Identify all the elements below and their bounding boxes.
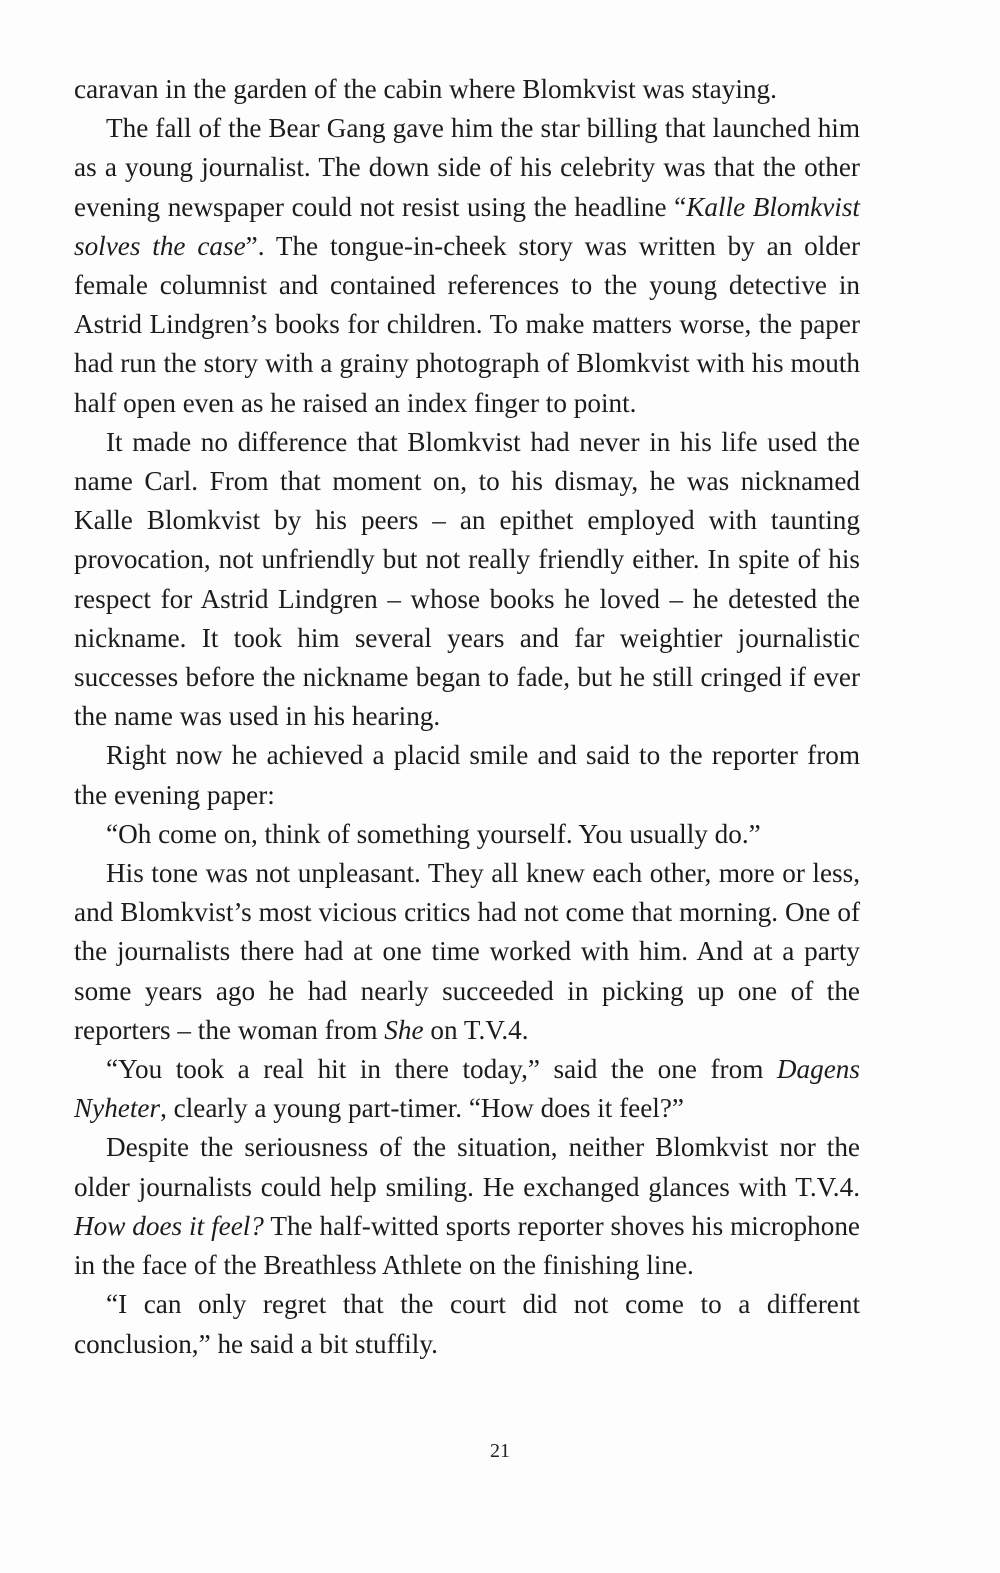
text-segment: “I can only regret that the court did not come to a different conclusion,” he said a bit stuffily.	[74, 1289, 860, 1359]
paragraph-4	[74, 736, 860, 814]
text-segment: The half-witted sports reporter shoves his microphone in the face of the Breathless Athlete on the finishing line.	[74, 1210, 860, 1281]
italic-title: Dagens Nyheter	[74, 1054, 860, 1124]
paragraph-8	[74, 1128, 860, 1285]
text-segment: It made no difference that Blomkvist had never in his life used the name Carl. From that moment on, to his dismay, he was nicknamed Kalle Blomkvist by his peers – an epithet employed with taunting provocation, not unfriendly but not really friendly either. In spite of his respect for Astrid Lindgren – whose books he loved – he detested the nickname. It took him several years and far weightier journalistic successes before the nickname began to fade, but he still cringed if ever the name was used in his hearing.	[74, 426, 860, 732]
italic-question: How does it feel?	[74, 1210, 264, 1241]
text-segment: caravan in the garden of the cabin where Blomkvist was staying.	[74, 74, 777, 104]
text-segment: His tone was not unpleasant. They all knew each other, more or less, and Blomkvist’s most vicious critics had not come that morning. One of the journalists there had at one time worked with him. And at a party some years ago he had nearly succeeded in picking up one of the reporters – the woman from	[74, 858, 860, 1045]
text-segment: “You took a real hit in there today,” said the one from	[106, 1054, 777, 1085]
text-segment: “Oh come on, think of something yourself. You usually do.”	[106, 818, 761, 849]
paragraph-3	[74, 423, 860, 737]
text-segment: The fall of the Bear Gang gave him the star billing that launched him as a young journalist. The down side of his celebrity was that the other evening newspaper could not resist using the headline “	[74, 113, 860, 222]
text-segment: on T.V.4.	[423, 1014, 529, 1045]
text-segment: Right now he achieved a placid smile and said to the reporter from the evening paper:	[74, 740, 860, 810]
body-text	[74, 70, 860, 1364]
paragraph-2	[74, 109, 860, 423]
paragraph-6	[74, 854, 860, 1050]
paragraph-1	[74, 70, 860, 109]
italic-title: She	[384, 1014, 424, 1045]
paragraph-7	[74, 1050, 860, 1128]
paragraph-9	[74, 1285, 860, 1363]
text-segment: ”. The tongue-in-cheek story was written by an older female columnist and contained references to the young detective in Astrid Lindgren’s books for children. To make matters worse, the paper had run the story with a grainy photograph of Blomkvist with his mouth half open even as he raised an index finger to point.	[74, 230, 860, 418]
paragraph-5	[74, 815, 860, 854]
text-segment: , clearly a young part-timer. “How does it feel?”	[160, 1093, 684, 1124]
page-number: 21	[490, 1440, 510, 1462]
text-segment: Despite the seriousness of the situation, neither Blomkvist nor the older journalists could help smiling. He exchanged glances with T.V.4.	[74, 1132, 860, 1202]
italic-headline: Kalle Blomkvist solves the case	[74, 191, 860, 261]
